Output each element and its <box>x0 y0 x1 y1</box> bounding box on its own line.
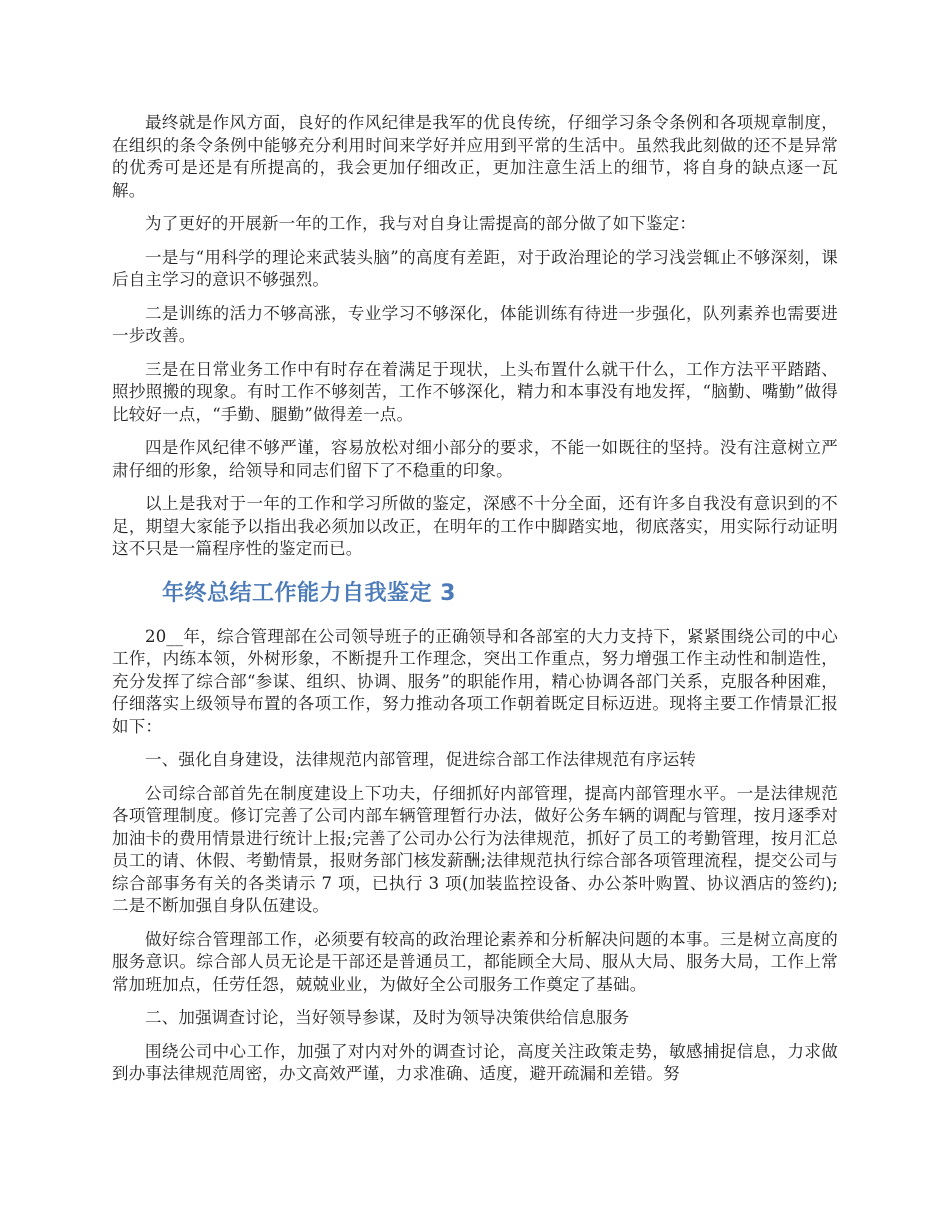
paragraph: 三是在日常业务工作中有时存在着满足于现状，上头布置什么就干什么，工作方法平平踏踏、照抄照搬的现象。有时工作不够刻苦，工作不够深化，精力和本事没有地发挥，“脑勤、嘴勤”做得比较好一点，“手勤、腿勤”做得差一点。 <box>112 359 838 424</box>
paragraph: 为了更好的开展新一年的工作，我与对自身让需提高的部分做了如下鉴定： <box>145 214 697 233</box>
paragraph: 一、强化自身建设，法律规范内部管理，促进综合部工作法律规范有序运转 <box>145 750 697 769</box>
section-heading: 年终总结工作能力自我鉴定 3 <box>162 580 456 606</box>
paragraph: 做好综合管理部工作，必须要有较高的政治理论素养和分析解决问题的本事。三是树立高度的服务意识。综合部人员无论是干部还是普通员工，都能顾全大局、服从大局、服务大局，工作上常常加班加点，任劳任怨，兢兢业业，为做好全公司服务工作奠定了基础。 <box>112 929 838 994</box>
paragraph: 四是作风纪律不够严谨，容易放松对细小部分的要求，不能一如既往的坚持。没有注意树立严肃仔细的形象，给领导和同志们留下了不稳重的印象。 <box>112 438 838 480</box>
paragraph: 二、加强调查讨论，当好领导参谋，及时为领导决策供给信息服务 <box>145 1008 630 1027</box>
paragraph: 20__年，综合管理部在公司领导班子的正确领导和各部室的大力支持下，紧紧围绕公司的中心工作，内练本领，外树形象，不断提升工作理念，突出工作重点，努力增强工作主动性和制造性，充分发挥了综合部“参谋、组织、协调、服务”的职能作用，精心协调各部门关系，克服各种困难，仔细落实上级领导布置的各项工作，努力推动各项工作朝着既定目标迈进。现将主要工作情景汇报如下： <box>112 626 838 736</box>
paragraph: 公司综合部首先在制度建设上下功夫，仔细抓好内部管理，提高内部管理水平。一是法律规范各项管理制度。修订完善了公司内部车辆管理暂行办法，做好公务车辆的调配与管理，按月逐季对加油卡的费用情景进行统计上报;完善了公司办公行为法律规范，抓好了员工的考勤管理，按月汇总员工的请、休假、考勤情景，报财务部门核发薪酬;法律规范执行综合部各项管理流程，提交公司与综合部事务有关的各类请示 7 项，已执行 3 项(加装监控设备、办公茶叶购置、协议酒店的签约);二是不断加强自身队伍建设。 <box>112 783 838 915</box>
paragraph: 以上是我对于一年的工作和学习所做的鉴定，深感不十分全面，还有许多自我没有意识到的不足，期望大家能予以指出我必须加以改正，在明年的工作中脚踏实地，彻底落实，用实际行动证明这不只是一篇程序性的鉴定而已。 <box>112 494 838 558</box>
paragraph: 围绕公司中心工作，加强了对内对外的调查讨论，高度关注政策走势，敏感捕捉信息，力求做到办事法律规范周密，办文高效严谨，力求准确、适度，避开疏漏和差错。努 <box>112 1041 838 1083</box>
paragraph: 二是训练的活力不够高涨，专业学习不够深化，体能训练有待进一步强化，队列素养也需要进一步改善。 <box>112 303 838 345</box>
paragraph: 一是与“用科学的理论来武装头脑”的高度有差距，对于政治理论的学习浅尝辄止不够深刻，课后自主学习的意识不够强烈。 <box>112 247 838 289</box>
paragraph: 最终就是作风方面，良好的作风纪律是我军的优良传统，仔细学习条令条例和各项规章制度，在组织的条令条例中能够充分利用时间来学好并应用到平常的生活中。虽然我此刻做的还不是异常的优秀可是还是有所提高的，我会更加仔细改正，更加注意生活上的细节，将自身的缺点逐一瓦解。 <box>112 113 838 200</box>
